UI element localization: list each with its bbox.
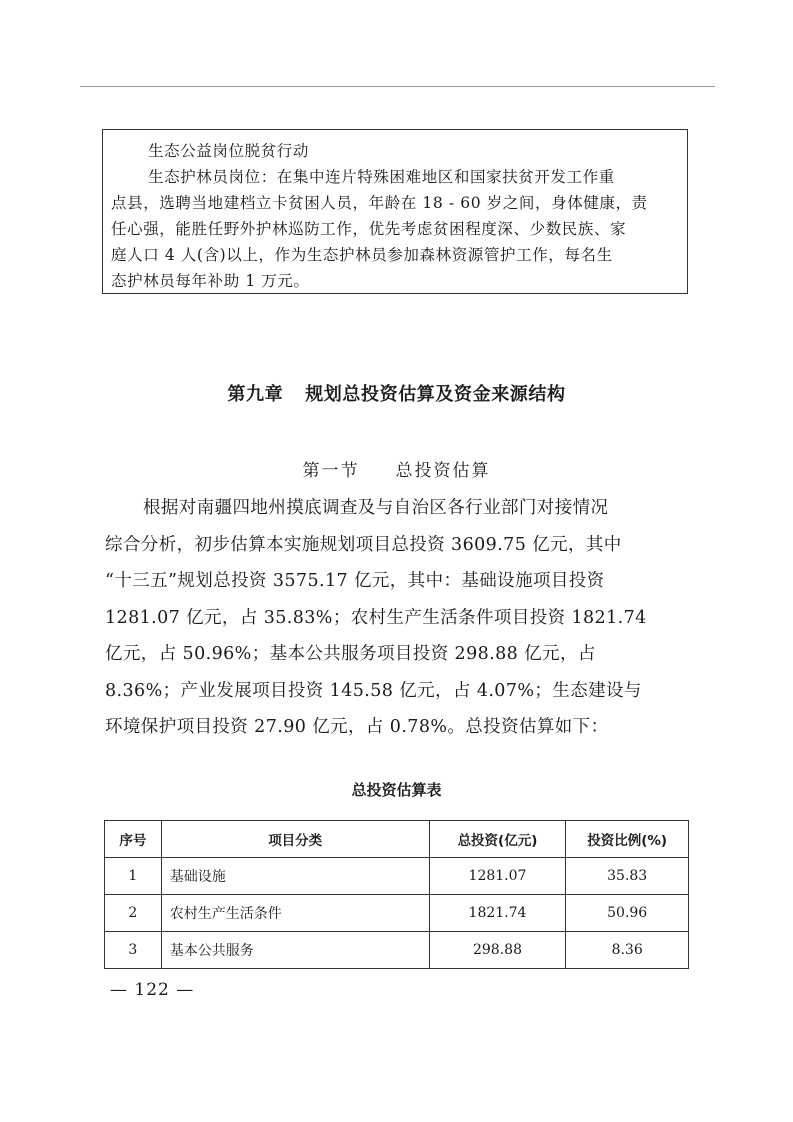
cell-ratio: 50.96 xyxy=(566,895,689,932)
body-line: “十三五”规划总投资 3575.17 亿元，其中：基础设施项目投资 xyxy=(105,571,605,591)
body-line: 根据对南疆四地州摸底调查及与自治区各行业部门对接情况 xyxy=(143,498,609,518)
header-investment: 总投资(亿元) xyxy=(429,821,566,858)
table-header-row xyxy=(105,821,689,858)
header-index: 序号 xyxy=(105,821,162,858)
cell-index: 3 xyxy=(105,932,162,969)
cell-category: 基础设施 xyxy=(161,858,429,895)
body-line: 亿元，占 50.96%；基本公共服务项目投资 298.88 亿元，占 xyxy=(105,644,596,664)
page-number: — 122 — xyxy=(110,980,195,1000)
note-line: 态护林员每年补助 1 万元。 xyxy=(111,272,310,290)
header-category: 项目分类 xyxy=(161,821,429,858)
body-line: 8.36%；产业发展项目投资 145.58 亿元，占 4.07%；生态建设与 xyxy=(105,680,642,701)
cell-investment: 298.88 xyxy=(429,932,566,969)
cell-category: 农村生产生活条件 xyxy=(161,895,429,932)
table-title: 总投资估算表 xyxy=(351,781,442,799)
section-heading xyxy=(0,456,793,481)
body-line: 环境保护项目投资 27.90 亿元，占 0.78%。总投资估算如下： xyxy=(105,717,609,737)
table-row xyxy=(105,932,689,969)
header-ratio: 投资比例(%) xyxy=(566,821,689,858)
table-row xyxy=(105,895,689,932)
cell-index: 1 xyxy=(105,858,162,895)
body-line: 综合分析，初步估算本实施规划项目总投资 3609.75 亿元，其中 xyxy=(105,534,622,555)
note-line: 点县，选聘当地建档立卡贫困人员，年龄在 18 - 60 岁之间，身体健康，责 xyxy=(111,194,648,212)
note-line: 任心强，能胜任野外护林巡防工作，优先考虑贫困程度深、少数民族、家 xyxy=(111,220,627,238)
body-line: 1281.07 亿元，占 35.83%；农村生产生活条件项目投资 1821.74 xyxy=(105,607,647,628)
table-row xyxy=(105,858,689,895)
cell-investment: 1281.07 xyxy=(429,858,566,895)
cell-index: 2 xyxy=(105,895,162,932)
boxed-note xyxy=(102,129,688,294)
investment-table xyxy=(104,820,689,969)
chapter-number: 第九章 xyxy=(227,384,284,405)
chapter-title: 规划总投资估算及资金来源结构 xyxy=(305,384,566,405)
cell-investment: 1821.74 xyxy=(429,895,566,932)
section-title: 总投资估算 xyxy=(395,461,491,481)
cell-category: 基本公共服务 xyxy=(161,932,429,969)
note-title: 生态公益岗位脱贫行动 xyxy=(148,142,310,160)
note-line: 生态护林员岗位：在集中连片特殊困难地区和国家扶贫开发工作重 xyxy=(148,168,615,186)
chapter-heading xyxy=(0,380,793,406)
cell-ratio: 35.83 xyxy=(566,858,689,895)
body-paragraph xyxy=(105,490,695,746)
cell-ratio: 8.36 xyxy=(566,932,689,969)
note-line: 庭人口 4 人(含)以上，作为生态护林员参加森林资源管护工作，每名生 xyxy=(111,246,613,264)
section-number: 第一节 xyxy=(302,461,360,481)
header-rule xyxy=(80,86,715,87)
